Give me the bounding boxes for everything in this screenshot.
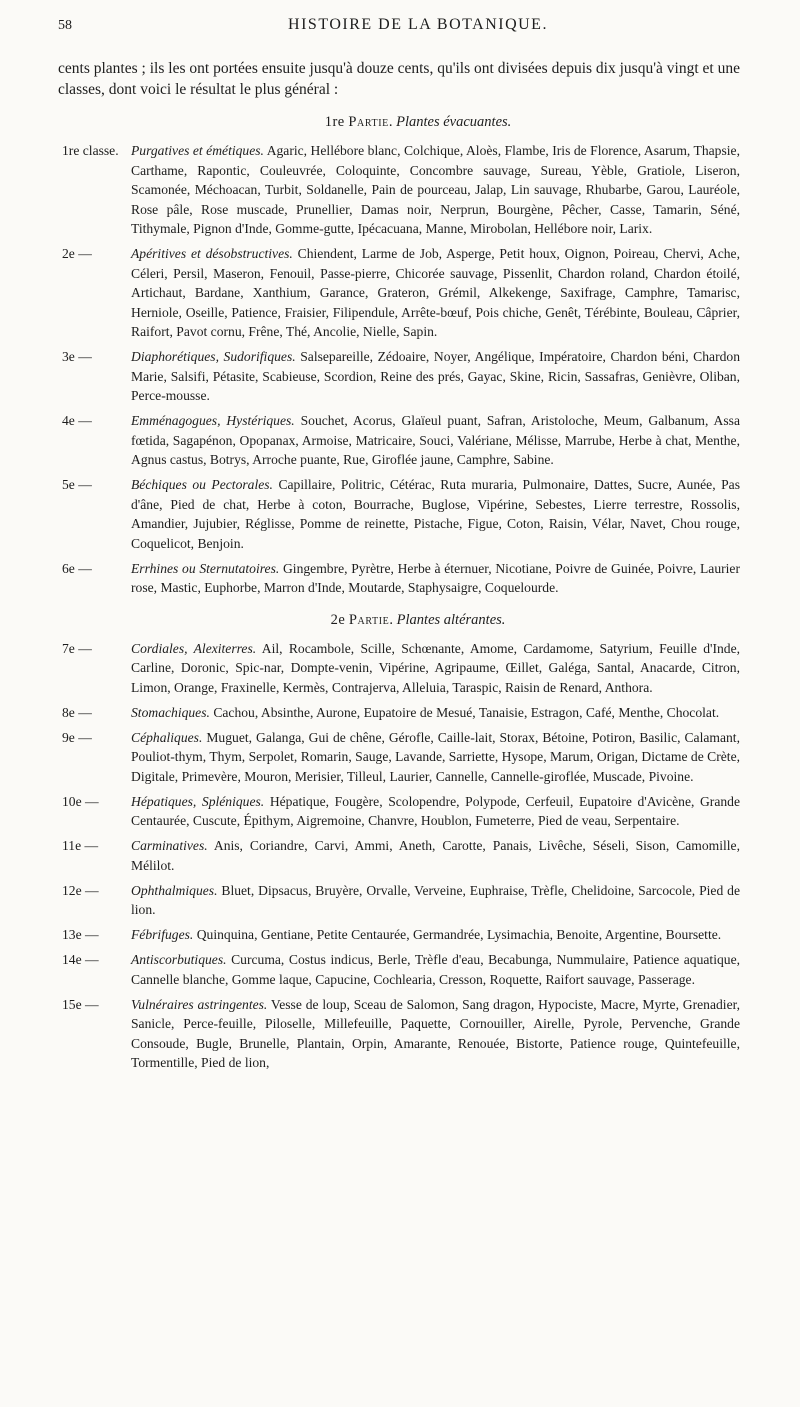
- class-entry: [62, 728, 740, 787]
- class-number: 3e —: [62, 349, 92, 364]
- class-plants: Salsepareille, Zédoaire, Noyer, Angélique, Impératoire, Chardon béni, Chardon Marie, Salsifi, Pétasite, Scabieuse, Scordion, Reine des prés, Gayac, Skine, Ricin, Sassafras, Genièvre, Oliban, Perce-mousse.: [131, 349, 740, 403]
- class-category: Diaphorétiques, Sudorifiques.: [131, 349, 296, 364]
- class-entry: [62, 881, 740, 920]
- class-list: [62, 639, 740, 1073]
- page-number: 58: [58, 18, 72, 33]
- part-number: 1re: [324, 114, 345, 130]
- class-plants: Capillaire, Politric, Cétérac, Ruta muraria, Pulmonaire, Dattes, Sucre, Aunée, Pas d'âne, Pied de chat, Herbe à coton, Bourrache, Buglose, Vipérine, Sebestes, Lierre terrestre, Rossolis, Amandier, Jujubier, Réglisse, Pomme de reinette, Pistache, Figue, Coton, Raisin, Vélar, Navet, Chou rouge, Coquelicot, Benjoin.: [131, 477, 740, 551]
- class-plants: Chiendent, Larme de Job, Asperge, Petit houx, Oignon, Poireau, Chervi, Ache, Céleri, Persil, Maseron, Fenouil, Passe-pierre, Chicorée sauvage, Pissenlit, Chardon roland, Chardon étoilé, Artichaut, Bardane, Xanthium, Garance, Grateron, Grémil, Alkekenge, Saxifrage, Camphre, Tamarisc, Herniole, Oseille, Patience, Fraisier, Filipendule, Arrête-bœuf, Pois chiche, Genêt, Térébinte, Bouleau, Câprier, Raifort, Pavot cornu, Frêne, Thé, Ancolie, Nielle, Sapin.: [131, 246, 740, 339]
- class-plants: Quinquina, Gentiane, Petite Centaurée, Germandrée, Lysimachia, Benoite, Argentine, Boursette.: [196, 927, 722, 942]
- class-category: Béchiques ou Pectorales.: [131, 477, 273, 492]
- class-number: 4e —: [62, 413, 92, 428]
- class-entry: [62, 703, 740, 723]
- class-entry: [62, 950, 740, 989]
- class-plants: Hépatique, Fougère, Scolopendre, Polypode, Cerfeuil, Eupatoire d'Avicène, Grande Centaurée, Cuscute, Épithym, Aigremoine, Chanvre, Houblon, Fumeterre, Pied de veau, Serpentaire.: [131, 793, 740, 828]
- part-label: Partie: [348, 611, 390, 628]
- part-title: Plantes altérantes.: [396, 611, 506, 628]
- class-number: 1re classe.: [62, 143, 119, 158]
- class-plants: Gingembre, Pyrètre, Herbe à éternuer, Nicotiane, Poivre de Guinée, Poivre, Laurier rose, Mastic, Euphorbe, Marron d'Inde, Moutarde, Staphysaigre, Coquelourde.: [131, 560, 740, 595]
- class-category: Céphaliques.: [131, 729, 203, 745]
- part-heading: 1re Partie. Plantes évacuantes.: [324, 114, 512, 130]
- part-label: Partie: [348, 114, 389, 130]
- class-category: Emménagogues, Hystériques.: [131, 413, 295, 428]
- class-entry: [62, 475, 740, 553]
- class-plants: Souchet, Acorus, Glaïeul puant, Safran, Aristoloche, Meum, Galbanum, Assa fœtida, Sagapénon, Opopanax, Armoise, Matricaire, Souci, Valériane, Mélisse, Marrube, Herbe à chat, Menthe, Agnus castus, Botrys, Arroche puante, Rue, Giroflée jaune, Camphre, Sabine.: [131, 413, 740, 467]
- class-plants: Anis, Coriandre, Carvi, Ammi, Aneth, Carotte, Panais, Livêche, Séseli, Sison, Camomille, Mélilot.: [131, 838, 740, 873]
- class-entry: [62, 559, 740, 598]
- class-category: Stomachiques.: [131, 704, 210, 720]
- class-category: Apéritives et désobstructives.: [131, 246, 293, 261]
- class-entry: [62, 347, 740, 406]
- class-entry: [62, 244, 740, 342]
- class-number: 12e —: [62, 882, 99, 898]
- class-category: Purgatives et émétiques.: [131, 143, 264, 158]
- class-number: 10e —: [62, 793, 99, 809]
- class-plants: Ail, Rocambole, Scille, Schœnante, Amome, Cardamome, Satyrium, Feuille d'Inde, Carline, Doronic, Spic-nar, Dompte-venin, Vipérine, Agripaume, Œillet, Galéga, Santal, Anacarde, Citron, Limon, Orange, Fraxinelle, Kermès, Contrajerva, Alleluia, Taraspic, Raisin de Renard, Anthora.: [131, 640, 740, 695]
- class-number: 15e —: [62, 996, 99, 1012]
- class-number: 9e —: [62, 729, 92, 745]
- class-category: Ophthalmiques.: [131, 882, 218, 898]
- class-category: Antiscorbutiques.: [131, 952, 227, 967]
- class-plants: Curcuma, Costus indicus, Berle, Trèfle d'eau, Becabunga, Nummulaire, Patience aquatique, Cannelle blanche, Gomme laque, Capucine, Cochlearia, Cresson, Roquette, Raifort sauvage, Passerage.: [131, 952, 740, 987]
- class-entry: [62, 925, 740, 945]
- class-number: 5e —: [62, 477, 92, 492]
- class-plants: Bluet, Dipsacus, Bruyère, Orvalle, Verveine, Euphraise, Trèfle, Chelidoine, Sarcocole, Pied de lion.: [131, 882, 740, 917]
- parts-container: [62, 114, 740, 1073]
- class-number: 7e —: [62, 640, 92, 656]
- class-number: 11e —: [62, 838, 99, 853]
- class-category: Vulnéraires astringentes.: [131, 996, 268, 1012]
- page-header: [58, 12, 740, 52]
- class-number: 2e —: [62, 246, 92, 261]
- class-entry: [62, 411, 740, 470]
- class-list: [62, 141, 740, 598]
- class-category: Cordiales, Alexiterres.: [131, 640, 257, 656]
- class-number: 14e —: [62, 952, 99, 967]
- book-page: [0, 12, 800, 1407]
- class-number: 8e —: [62, 704, 92, 720]
- class-plants: Muguet, Galanga, Gui de chêne, Gérofle, Caille-lait, Storax, Bétoine, Potiron, Basilic, Calamant, Pouliot-thym, Thym, Serpolet, Romarin, Sauge, Lavande, Sarriette, Hysope, Marum, Origan, Dictame de Crète, Digitale, Primevère, Mouron, Merisier, Tilleul, Laurier, Cannelle, Cannelle-giroflée, Muscade, Pivoine.: [131, 729, 740, 784]
- part-heading: 2e Partie. Plantes altérantes.: [330, 611, 506, 628]
- class-category: Errhines ou Sternutatoires.: [131, 560, 280, 576]
- part-number: 2e: [330, 611, 346, 628]
- class-entry: [62, 836, 740, 875]
- part-title: Plantes évacuantes.: [396, 114, 512, 130]
- class-plants: Cachou, Absinthe, Aurone, Eupatoire de Mesué, Tanaisie, Estragon, Café, Menthe, Chocolat.: [213, 704, 720, 720]
- class-plants: Agaric, Hellébore blanc, Colchique, Aloès, Flambe, Iris de Florence, Asarum, Thapsie, Carthame, Rapontic, Couleuvrée, Coloquinte, Concombre sauvage, Sureau, Yèble, Gratiole, Liseron, Scamonée, Méchoacan, Turbit, Soldanelle, Pain de pourceau, Jalap, Lin sauvage, Rhubarbe, Garou, Lauréole, Rose pâle, Rose muscade, Prunellier, Damas noir, Nerprun, Bourgène, Pêcher, Casse, Tamarin, Séné, Tithymale, Pignon d'Inde, Gomme-gutte, Ipécacuana, Manne, Mirobolan, Hellébore noir, Larix.: [131, 143, 740, 236]
- class-number: 6e —: [62, 560, 92, 576]
- running-title: HISTOIRE DE LA BOTANIQUE.: [288, 16, 548, 33]
- class-entry: [62, 639, 740, 698]
- intro-paragraph: cents plantes ; ils les ont portées ensuite jusqu'à douze cents, qu'ils ont divisées depuis dix jusqu'à vingt et une classes, dont voici le résultat le plus général :: [58, 60, 740, 98]
- class-entry: [62, 141, 740, 239]
- class-number: 13e —: [62, 927, 99, 942]
- class-category: Hépatiques, Spléniques.: [131, 793, 265, 809]
- class-entry: [62, 995, 740, 1073]
- class-category: Carminatives.: [131, 838, 208, 853]
- class-entry: [62, 792, 740, 831]
- class-plants: Vesse de loup, Sceau de Salomon, Sang dragon, Hypociste, Macre, Myrte, Grenadier, Sanicle, Perce-feuille, Piloselle, Millefeuille, Paquette, Cornouiller, Airelle, Pyrole, Pervenche, Grande Consoude, Bugle, Brunelle, Plantain, Orpin, Amarante, Renouée, Bistorte, Patience rouge, Quintefeuille, Tormentille, Pied de lion,: [131, 996, 740, 1070]
- class-category: Fébrifuges.: [131, 927, 194, 942]
